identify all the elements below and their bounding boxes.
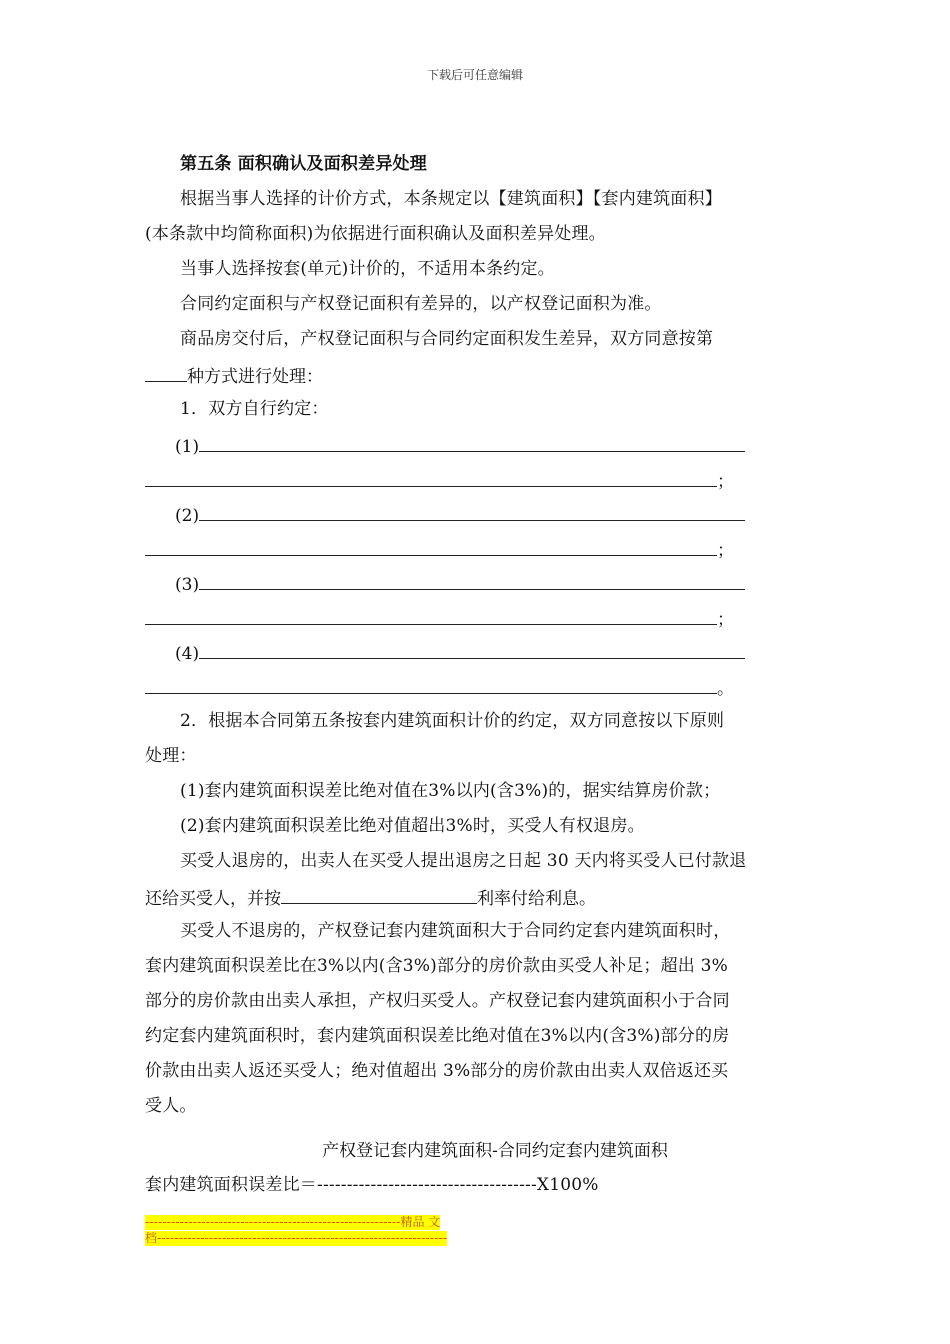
blank-line [145,675,717,694]
blank-row [145,468,734,493]
paragraph-text: 种方式进行处理： [187,367,323,387]
paragraph-line: 约定套内建筑面积时，套内建筑面积误差比绝对值在3%以内(含3%)部分的房 [145,1026,730,1046]
blank-line [199,502,745,521]
paragraph-line: 买受人退房的，出卖人在买受人提出退房之日起 30 天内将买受人已付款退 [180,851,747,871]
paragraph-line: 受人。 [145,1096,197,1116]
section-title: 第五条 面积确认及面积差异处理 [180,154,427,174]
blank-label: (4) [175,644,200,664]
paragraph-line: (本条款中均简称面积)为依据进行面积确认及面积差异处理。 [145,224,606,244]
blank-row [175,571,745,596]
blank-line [281,885,477,904]
paragraph-line: 买受人不退房的，产权登记套内建筑面积大于合同约定套内建筑面积时， [180,921,731,941]
list-item-2: 2．根据本合同第五条按套内建筑面积计价的约定，双方同意按以下原则 [180,711,725,731]
blank-line [145,537,717,556]
page-header: 下载后可任意编辑 [426,68,523,82]
paragraph-text: 利率付给利息。 [477,889,596,909]
blank-row [175,640,745,665]
blank-line [199,640,745,659]
blank-row [145,606,734,631]
paragraph-line: 处理： [145,746,197,766]
blank-row [175,433,745,458]
paragraph-line: 套内建筑面积误差比在3%以内(含3%)部分的房价款由买受人补足；超出 3% [145,956,728,976]
paragraph-line [145,885,596,910]
blank-label: (3) [175,575,200,595]
blank-end: 。 [717,679,734,699]
blank-end: ； [717,472,734,492]
blank-label: (2) [175,506,200,526]
blank-row [175,502,745,527]
blank-label: (1) [175,437,200,457]
blank-line [199,433,745,452]
blank-line [199,571,745,590]
formula-numerator: 产权登记套内建筑面积-合同约定套内建筑面积 [322,1141,668,1161]
blank-row [145,537,734,562]
paragraph-line: 商品房交付后，产权登记面积与合同约定面积发生差异，双方同意按第 [180,329,714,349]
paragraph-line: 价款由出卖人返还买受人；绝对值超出 3%部分的房价款由出卖人双倍返还买 [145,1061,729,1081]
paragraph-text: 还给买受人，并按 [145,889,281,909]
paragraph-line: 合同约定面积与产权登记面积有差异的，以产权登记面积为准。 [180,294,662,314]
blank-row [145,675,734,700]
footer-watermark: 档------------------------------------------------------------------- [145,1231,448,1245]
paragraph-line: 根据当事人选择的计价方式，本条规定以【建筑面积】【套内建筑面积】 [180,189,722,209]
list-item-1: 1．双方自行约定： [180,399,329,419]
blank-end: ； [717,610,734,630]
blank-line [145,468,717,487]
rule-line: (1)套内建筑面积误差比绝对值在3%以内(含3%)的，据实结算房价款； [180,781,721,801]
rule-line: (2)套内建筑面积误差比绝对值超出3%时，买受人有权退房。 [180,816,645,836]
blank-line [145,606,717,625]
footer-watermark: -----------------------------------------------------------精品 文 [145,1215,441,1229]
formula-line: 套内建筑面积误差比＝-------------------------------------X100% [145,1175,599,1195]
paragraph-line: 当事人选择按套(单元)计价的，不适用本条约定。 [180,259,555,279]
paragraph-line [145,363,323,388]
paragraph-line: 部分的房价款由出卖人承担，产权归买受人。产权登记套内建筑面积小于合同 [145,991,730,1011]
blank-end: ； [717,541,734,561]
blank-line [145,363,187,382]
